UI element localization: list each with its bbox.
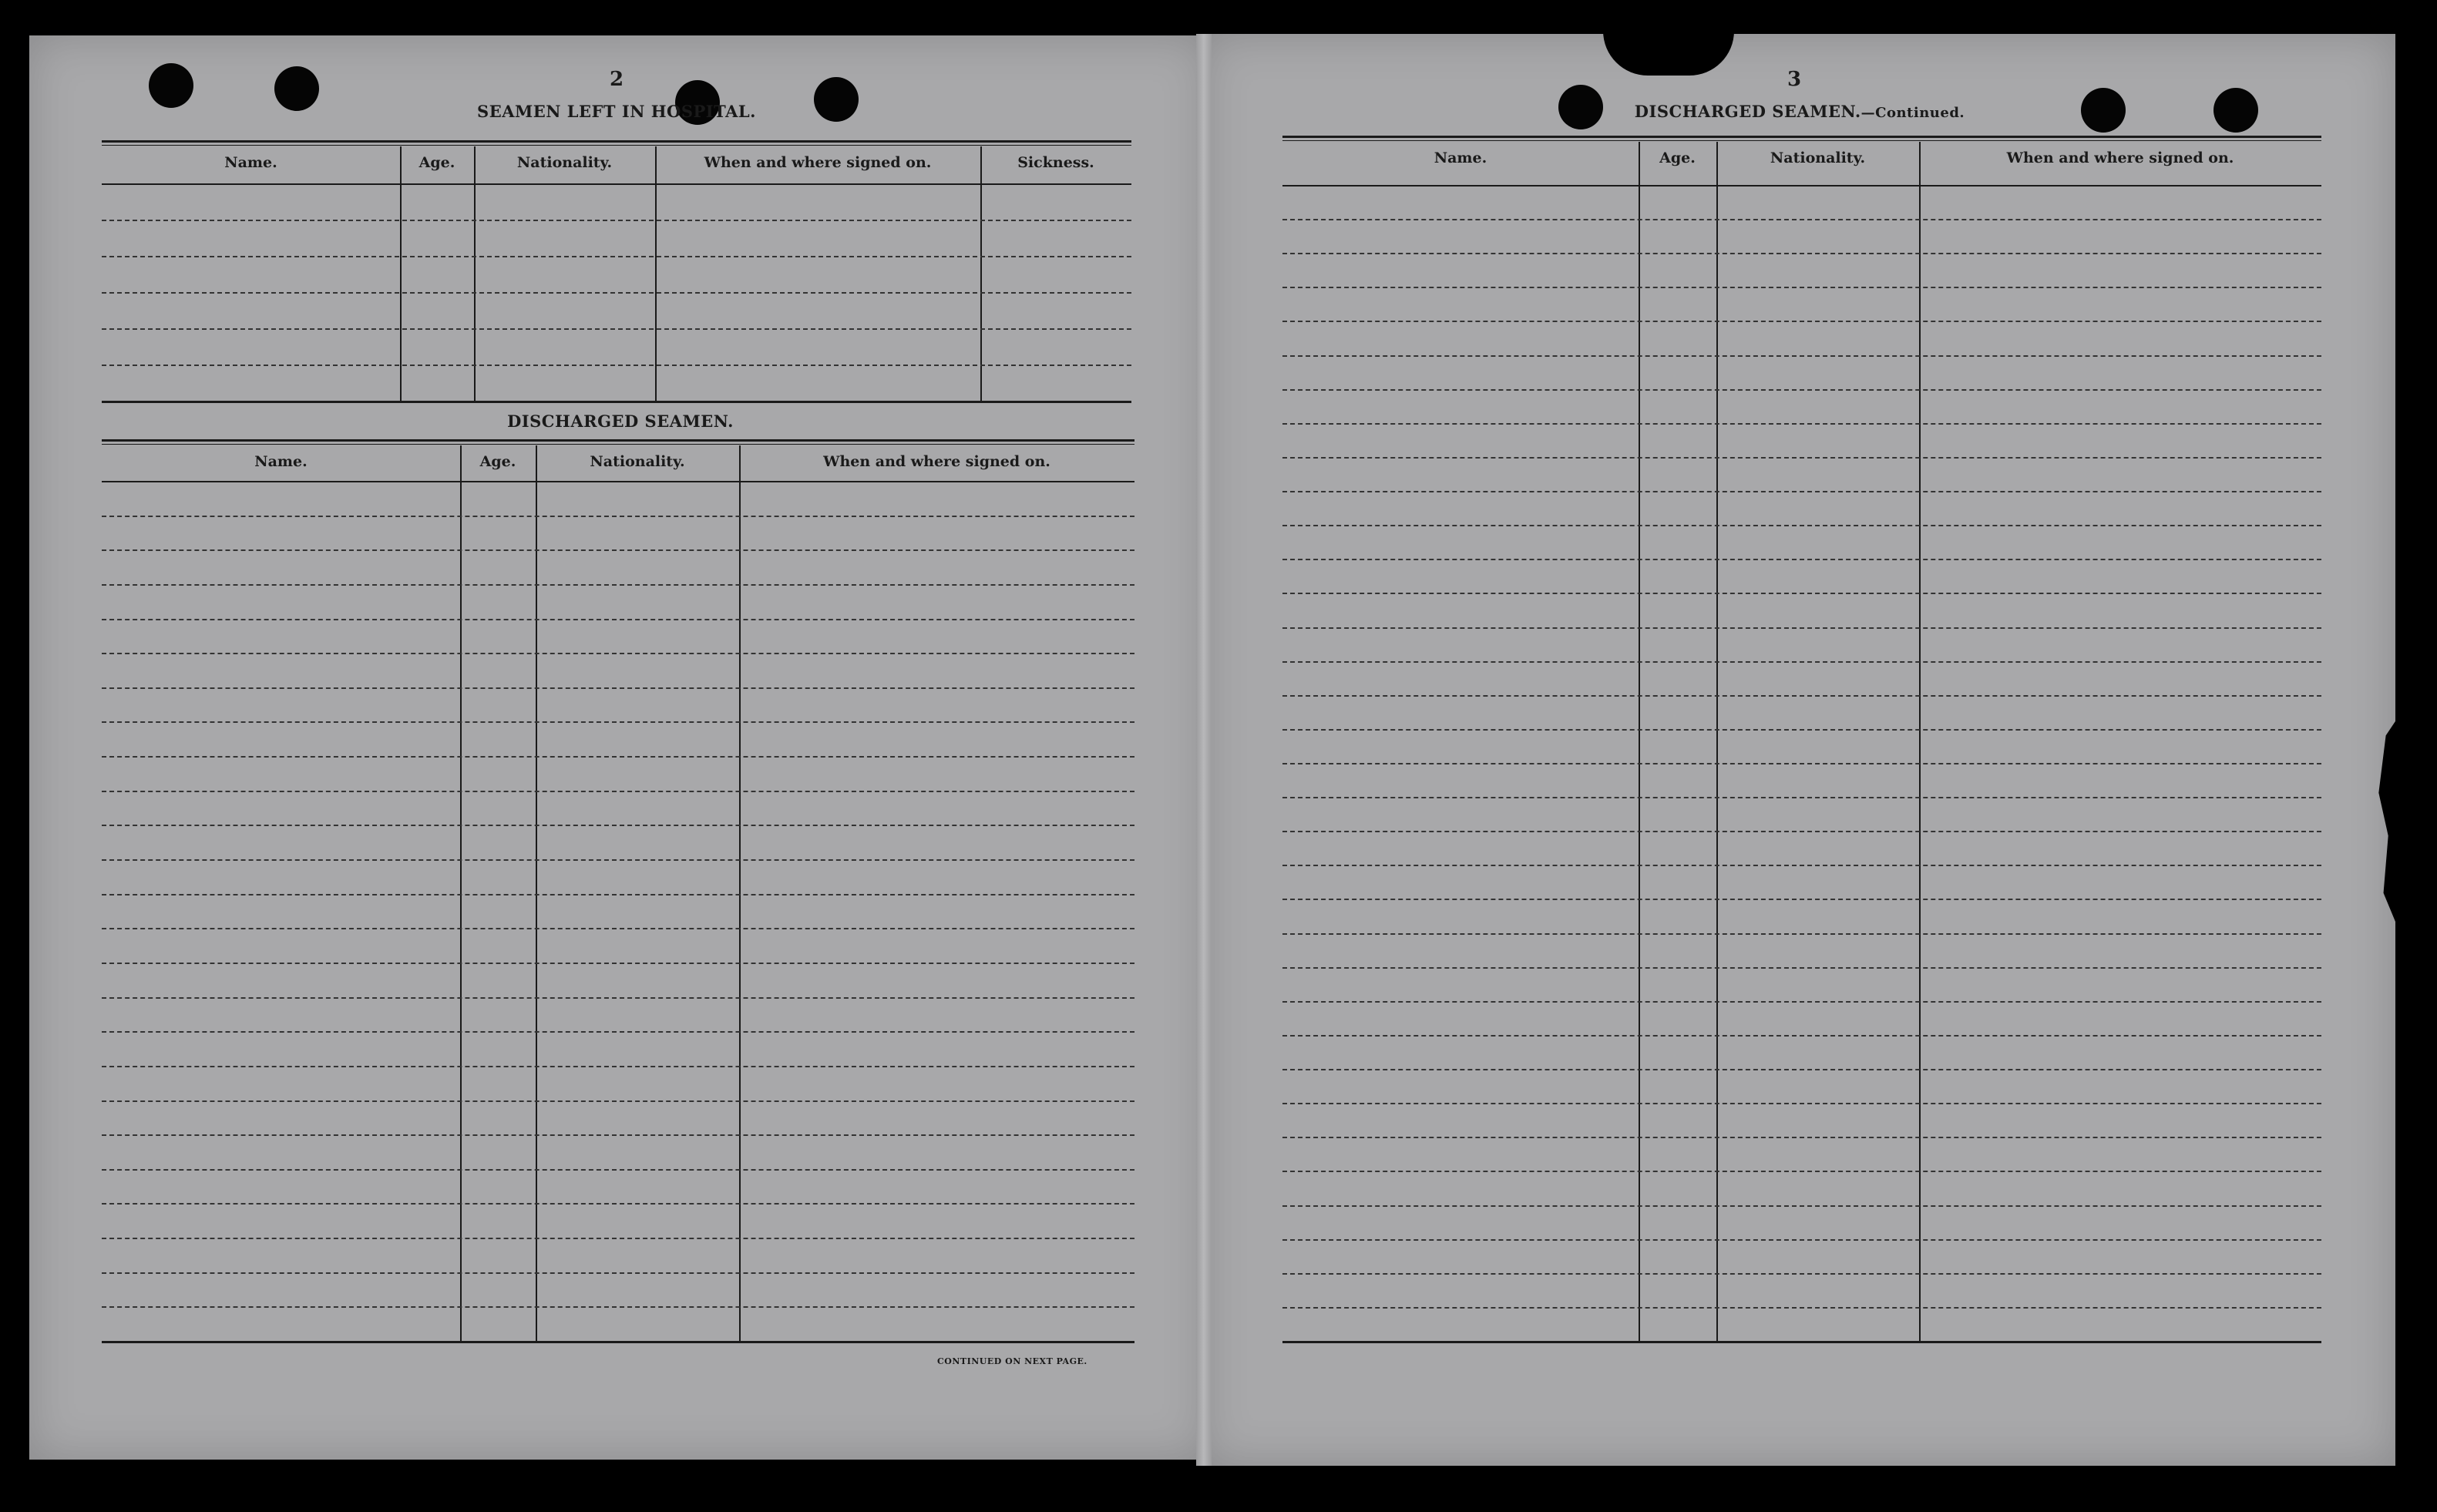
table-bottom-rule xyxy=(102,401,1131,403)
discharged-section-title: DISCHARGED SEAMEN. xyxy=(507,412,734,431)
table-top-rule-inner xyxy=(102,145,1131,146)
entry-line xyxy=(102,1238,1134,1239)
col-header-age: Age. xyxy=(479,453,516,470)
table-top-rule xyxy=(1282,136,2321,138)
entry-line xyxy=(1282,1035,2321,1037)
entry-line xyxy=(102,859,1134,861)
entry-line xyxy=(1282,933,2321,935)
hospital-table xyxy=(102,140,1131,402)
table-top-rule-inner xyxy=(1282,140,2321,141)
entry-line xyxy=(1282,1103,2321,1104)
entry-line xyxy=(1282,1171,2321,1172)
entry-line xyxy=(102,220,1131,221)
entry-line xyxy=(1282,1205,2321,1207)
entry-line xyxy=(102,1066,1134,1067)
entry-line xyxy=(1282,491,2321,492)
entry-line xyxy=(1282,457,2321,459)
table-top-rule xyxy=(102,140,1131,143)
entry-line xyxy=(102,653,1134,654)
col-header-age: Age. xyxy=(1659,150,1696,166)
entry-line xyxy=(102,1169,1134,1171)
punch-hole xyxy=(814,77,859,122)
col-header-nationality: Nationality. xyxy=(590,453,685,470)
entry-line xyxy=(1282,1137,2321,1138)
entry-line xyxy=(102,1306,1134,1308)
entry-line xyxy=(102,1100,1134,1102)
entry-line xyxy=(1282,695,2321,697)
col-header-signed-on: When and where signed on. xyxy=(704,154,932,171)
column-divider xyxy=(400,146,402,401)
table-top-rule xyxy=(102,439,1134,442)
entry-line xyxy=(102,791,1134,792)
entry-line xyxy=(1282,321,2321,322)
entry-line xyxy=(1282,525,2321,526)
entry-line xyxy=(102,1031,1134,1033)
entry-line xyxy=(102,1272,1134,1274)
hospital-section-title: SEAMEN LEFT IN HOSPITAL. xyxy=(477,102,756,121)
entry-line xyxy=(1282,627,2321,629)
column-divider xyxy=(474,146,476,401)
col-header-name: Name. xyxy=(224,154,277,171)
table-bottom-rule xyxy=(102,1341,1134,1343)
punch-hole xyxy=(2081,88,2126,133)
entry-line xyxy=(102,365,1131,366)
entry-line xyxy=(102,292,1131,294)
entry-line xyxy=(102,619,1134,620)
table-header-rule xyxy=(102,481,1134,482)
entry-line xyxy=(102,516,1134,517)
discharged-continued-table xyxy=(1282,136,2321,1352)
entry-line xyxy=(102,756,1134,758)
discharged-continued-title-main: DISCHARGED SEAMEN. xyxy=(1634,102,1861,121)
entry-line xyxy=(102,928,1134,929)
col-header-name: Name. xyxy=(1434,150,1487,166)
col-header-name: Name. xyxy=(254,453,308,470)
page-number-right: 3 xyxy=(1787,68,1802,91)
col-header-signed-on: When and where signed on. xyxy=(2006,150,2234,166)
entry-line xyxy=(102,1203,1134,1205)
entry-line xyxy=(1282,661,2321,663)
entry-line xyxy=(1282,219,2321,220)
entry-line xyxy=(1282,1069,2321,1070)
entry-line xyxy=(1282,729,2321,731)
entry-line xyxy=(102,997,1134,999)
entry-line xyxy=(1282,967,2321,969)
col-header-signed-on: When and where signed on. xyxy=(823,453,1050,470)
entry-line xyxy=(1282,797,2321,798)
table-header-rule xyxy=(1282,185,2321,186)
entry-line xyxy=(1282,899,2321,900)
entry-line xyxy=(1282,253,2321,254)
entry-line xyxy=(1282,1307,2321,1309)
column-divider xyxy=(460,445,462,1341)
continued-note: CONTINUED ON NEXT PAGE. xyxy=(937,1356,1087,1366)
punch-hole xyxy=(2213,88,2258,133)
column-divider xyxy=(536,445,537,1341)
discharged-table xyxy=(102,439,1134,1350)
entry-line xyxy=(102,963,1134,964)
table-top-rule-inner xyxy=(102,444,1134,445)
discharged-continued-title xyxy=(1626,102,1973,121)
entry-line xyxy=(102,687,1134,689)
entry-line xyxy=(1282,1273,2321,1275)
column-divider xyxy=(655,146,657,401)
entry-line xyxy=(1282,287,2321,288)
entry-line xyxy=(102,549,1134,551)
entry-line xyxy=(102,721,1134,723)
entry-line xyxy=(1282,865,2321,866)
entry-line xyxy=(102,894,1134,895)
page-number-left: 2 xyxy=(609,68,624,91)
punch-hole xyxy=(274,66,319,111)
punch-hole xyxy=(149,63,193,108)
entry-line xyxy=(1282,355,2321,357)
col-header-nationality: Nationality. xyxy=(1770,150,1866,166)
column-divider xyxy=(739,445,741,1341)
entry-line xyxy=(102,328,1131,330)
column-divider xyxy=(980,146,982,401)
entry-line xyxy=(1282,389,2321,391)
discharged-continued-title-suffix: —Continued. xyxy=(1861,105,1965,121)
col-header-sickness: Sickness. xyxy=(1017,154,1094,171)
entry-line xyxy=(102,584,1134,586)
page-fold xyxy=(1196,34,1212,1466)
entry-line xyxy=(102,1134,1134,1136)
entry-line xyxy=(102,825,1134,826)
entry-line xyxy=(1282,423,2321,425)
entry-line xyxy=(102,256,1131,257)
col-header-age: Age. xyxy=(418,154,455,171)
entry-line xyxy=(1282,831,2321,832)
table-bottom-rule xyxy=(1282,1341,2321,1343)
entry-line xyxy=(1282,593,2321,594)
entry-line xyxy=(1282,559,2321,560)
entry-line xyxy=(1282,1001,2321,1003)
entry-line xyxy=(1282,1239,2321,1241)
punch-hole xyxy=(1558,85,1603,129)
col-header-nationality: Nationality. xyxy=(516,154,613,171)
entry-line xyxy=(1282,763,2321,764)
table-header-rule xyxy=(102,183,1131,185)
